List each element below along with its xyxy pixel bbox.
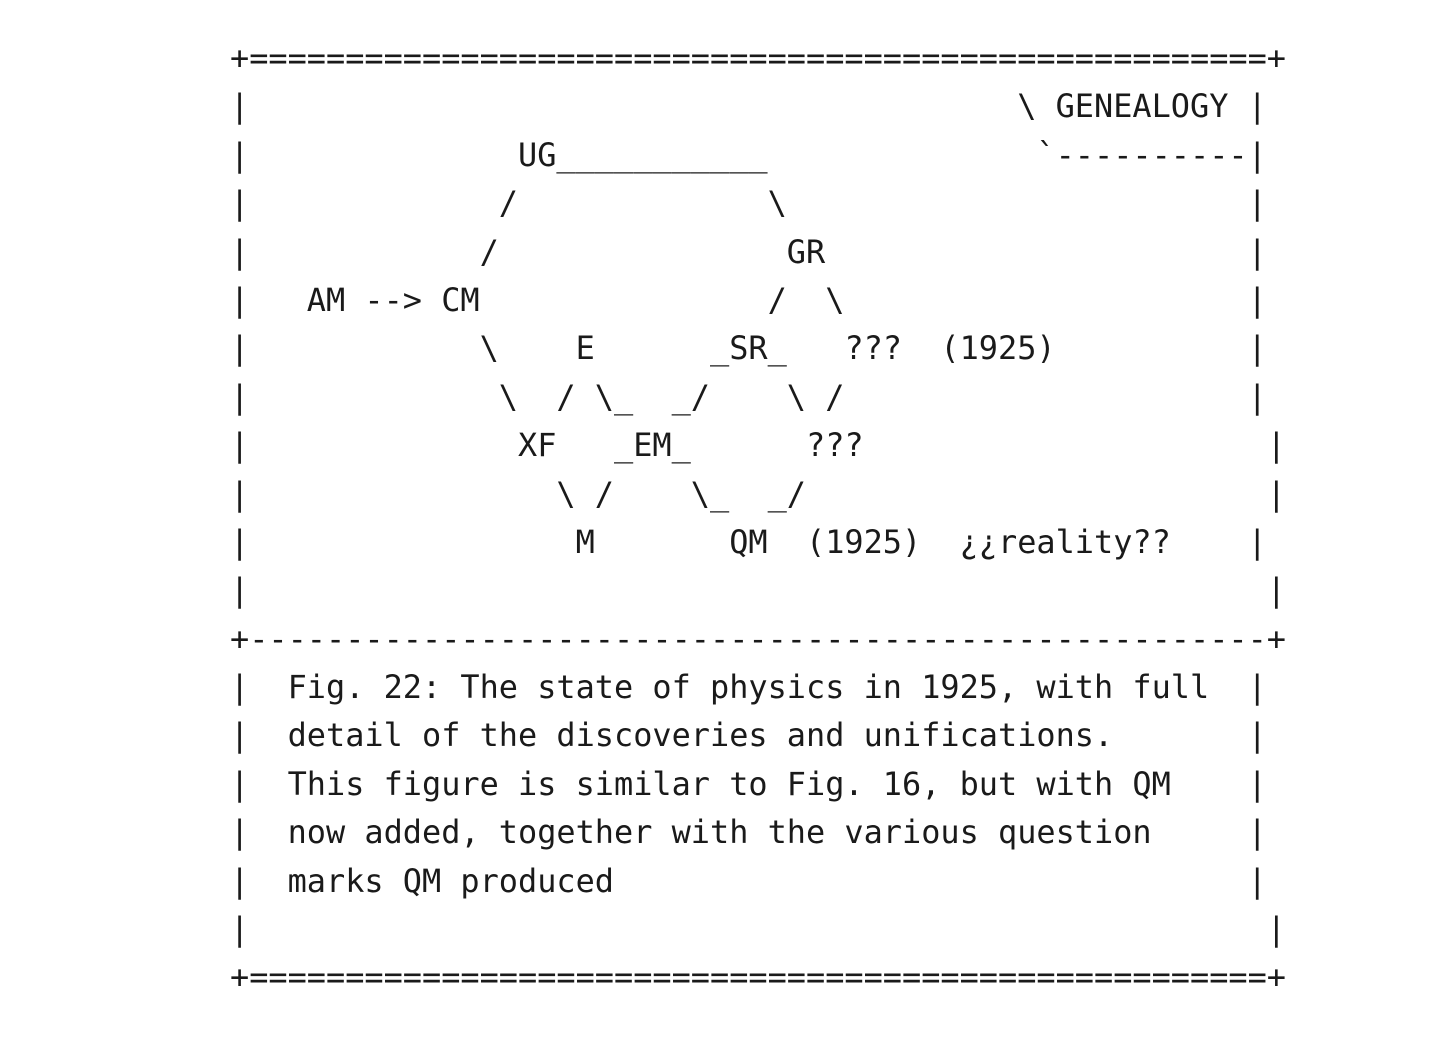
caption-line: | detail of the discoveries and unifications. | <box>230 716 1267 755</box>
caption-divider: +-----------------------------------------------------+ <box>230 619 1286 658</box>
diagram-line-gr: | / GR | <box>230 232 1267 271</box>
diagram-line-am-cm: | AM --> CM / \ | <box>230 280 1267 319</box>
diagram-line-m-qm: | M QM (1925) ¿¿reality?? | <box>230 522 1267 561</box>
diagram-line-e-sr: | \ E _SR_ ??? (1925) | <box>230 329 1267 368</box>
top-border: +=====================================================+ <box>230 39 1286 77</box>
caption-line: | This figure is similar to Fig. 16, but with QM | <box>230 764 1267 803</box>
genealogy-label-line: | \ GENEALOGY | <box>230 87 1267 126</box>
caption-line: | Fig. 22: The state of physics in 1925, with full | <box>230 668 1267 707</box>
caption-line: | marks QM produced | <box>230 861 1267 900</box>
diagram-line: | \ / \_ _/ | <box>230 474 1286 513</box>
blank-line: | | <box>230 910 1286 949</box>
diagram-line: | / \ | <box>230 184 1267 223</box>
ascii-genealogy-figure <box>230 34 1286 1002</box>
blank-line: | | <box>230 571 1286 610</box>
diagram-line-xf-em: | XF _EM_ ??? | <box>230 426 1286 465</box>
diagram-line-ug: | UG___________ `----------| <box>230 135 1267 174</box>
bottom-border: +=====================================================+ <box>230 958 1286 997</box>
caption-line: | now added, together with the various question | <box>230 813 1267 852</box>
diagram-line: | \ / \_ _/ \ / | <box>230 377 1267 416</box>
